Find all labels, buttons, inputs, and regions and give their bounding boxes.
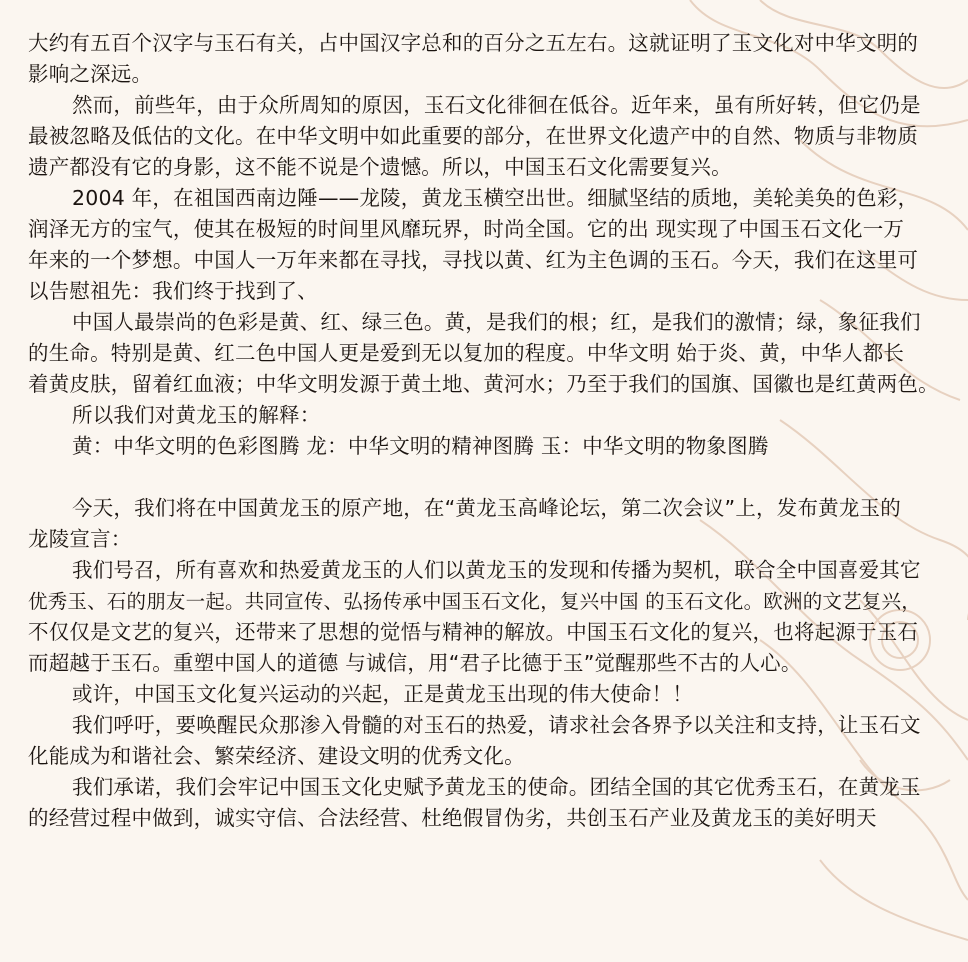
text-line: 润泽无方的宝气，使其在极短的时间里风靡玩界，时尚全国。它的出 现实现了中国玉石文化一万	[28, 217, 905, 241]
document-body	[28, 28, 943, 834]
text-line: 化能成为和谐社会、繁荣经济、建设文明的优秀文化。	[28, 744, 525, 768]
text-line: 我们呼吁，要唤醒民众那渗入骨髓的对玉石的热爱，请求社会各界予以关注和支持，让玉石文	[72, 713, 921, 737]
text-line: 大约有五百个汉字与玉石有关，占中国汉字总和的百分之五左右。这就证明了玉文化对中华文明的	[28, 31, 919, 55]
text-line: 的生命。特别是黄、红二色中国人更是爱到无以复加的程度。中华文明 始于炎、黄，中华人都长	[28, 341, 905, 365]
text-line: 着黄皮肤，留着红血液；中华文明发源于黄土地、黄河水；乃至于我们的国旗、国徽也是红黄两色。	[28, 372, 939, 396]
blank-line	[28, 462, 943, 493]
text-line: 所以我们对黄龙玉的解释：	[72, 403, 321, 427]
text-line: 以告慰祖先：我们终于找到了、	[28, 279, 318, 303]
text-line: 中国人最崇尚的色彩是黄、红、绿三色。黄，是我们的根；红，是我们的激情；绿，象征我们	[72, 310, 921, 334]
text-line: 或许，中国玉文化复兴运动的兴起，正是黄龙玉出现的伟大使命！！	[72, 682, 693, 706]
text-line: 最被忽略及低估的文化。在中华文明中如此重要的部分，在世界文化遗产中的自然、物质与非物质	[28, 124, 919, 148]
text-line: 影响之深远。	[28, 62, 153, 86]
text-line: 优秀玉、石的朋友一起。共同宣传、弘扬传承中国玉石文化，复兴中国 的玉石文化。欧洲的文艺复兴，	[28, 590, 921, 613]
text-line: 黄：中华文明的色彩图腾 龙：中华文明的精神图腾 玉：中华文明的物象图腾	[72, 434, 769, 458]
text-line: 年来的一个梦想。中国人一万年来都在寻找，寻找以黄、红为主色调的玉石。今天，我们在这里可	[28, 248, 919, 272]
text-line: 今天，我们将在中国黄龙玉的原产地，在“黄龙玉高峰论坛，第二次会议”上，发布黄龙玉的	[72, 496, 901, 520]
text-line: 我们承诺，我们会牢记中国玉文化史赋予黄龙玉的使命。团结全国的其它优秀玉石，在黄龙玉	[72, 775, 921, 799]
text-line: 而超越于玉石。重塑中国人的道德 与诚信，用“君子比德于玉”觉醒那些不古的人心。	[28, 651, 802, 675]
text-line: 遗产都没有它的身影，这不能不说是个遗憾。所以，中国玉石文化需要复兴。	[28, 155, 732, 179]
text-line: 然而，前些年，由于众所周知的原因，玉石文化徘徊在低谷。近年来，虽有所好转，但它仍是	[72, 93, 921, 117]
text-line: 我们号召，所有喜欢和热爱黄龙玉的人们以黄龙玉的发现和传播为契机，联合全中国喜爱其它	[72, 558, 921, 582]
text-line: 龙陵宣言：	[28, 527, 132, 551]
text-line: 不仅仅是文艺的复兴，还带来了思想的觉悟与精神的解放。中国玉石文化的复兴，也将起源于玉石	[28, 620, 919, 644]
text-line: 的经营过程中做到，诚实守信、合法经营、杜绝假冒伪劣，共创玉石产业及黄龙玉的美好明天	[28, 806, 877, 830]
text-line: 2004 年，在祖国西南边陲——龙陵，黄龙玉横空出世。细腻坚结的质地，美轮美奂的色彩，	[72, 186, 919, 210]
